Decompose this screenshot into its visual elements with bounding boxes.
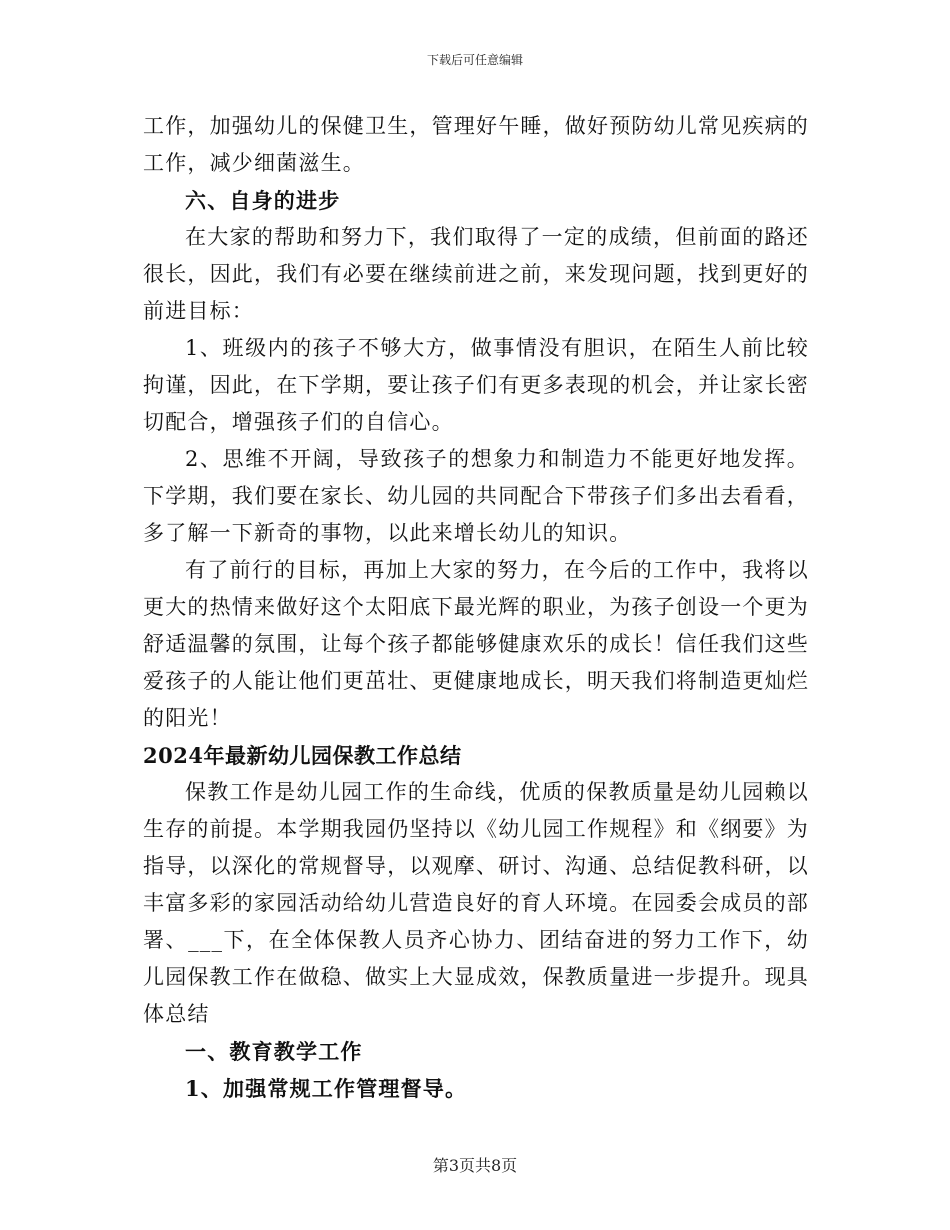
section-heading: 六、自身的进步 (185, 188, 341, 213)
paragraph: 在大家的帮助和努力下，我们取得了一定的成绩，但前面的路还很长，因此，我们有必要在继续前进之前，来发现问题，找到更好的前进目标： (143, 225, 809, 323)
document-title: 2024年最新幼儿园保教工作总结 (143, 743, 462, 768)
paragraph: 有了前行的目标，再加上大家的努力，在今后的工作中，我将以更大的热情来做好这个太阳底下最光辉的职业，为孩子创设一个更为舒适温馨的氛围，让每个孩子都能够健康欢乐的成长！信任我们这些爱孩子的人能让他们更茁壮、更健康地成长，明天我们将制造更灿烂的阳光！ (143, 558, 809, 730)
paragraph: 保教工作是幼儿园工作的生命线，优质的保教质量是幼儿园赖以生存的前提。本学期我园仍坚持以《幼儿园工作规程》和《纲要》为指导，以深化的常规督导，以观摩、研讨、沟通、总结促教科研，以丰富多彩的家园活动给幼儿营造良好的育人环境。在园委会成员的部署、___下，在全体保教人员齐心协力、团结奋进的努力工作下，幼儿园保教工作在做稳、做实上大显成效，保教质量进一步提升。现具体总结 (143, 780, 809, 1026)
page-number: 第3页共8页 (432, 1156, 518, 1175)
subsection-heading: 1、加强常规工作管理督导。 (185, 1076, 468, 1101)
paragraph: 工作，加强幼儿的保健卫生，管理好午睡，做好预防幼儿常见疾病的工作，减少细菌滋生。 (143, 114, 809, 175)
document-body (143, 108, 809, 1107)
paragraph: 2、思维不开阔，导致孩子的想象力和制造力不能更好地发挥。下学期，我们要在家长、幼儿园的共同配合下带孩子们多出去看看，多了解一下新奇的事物，以此来增长幼儿的知识。 (143, 447, 809, 545)
page-header-note: 下载后可任意编辑 (426, 53, 523, 67)
section-heading: 一、教育教学工作 (185, 1039, 363, 1064)
paragraph: 1、班级内的孩子不够大方，做事情没有胆识，在陌生人前比较拘谨，因此，在下学期，要让孩子们有更多表现的机会，并让家长密切配合，增强孩子们的自信心。 (143, 336, 809, 434)
